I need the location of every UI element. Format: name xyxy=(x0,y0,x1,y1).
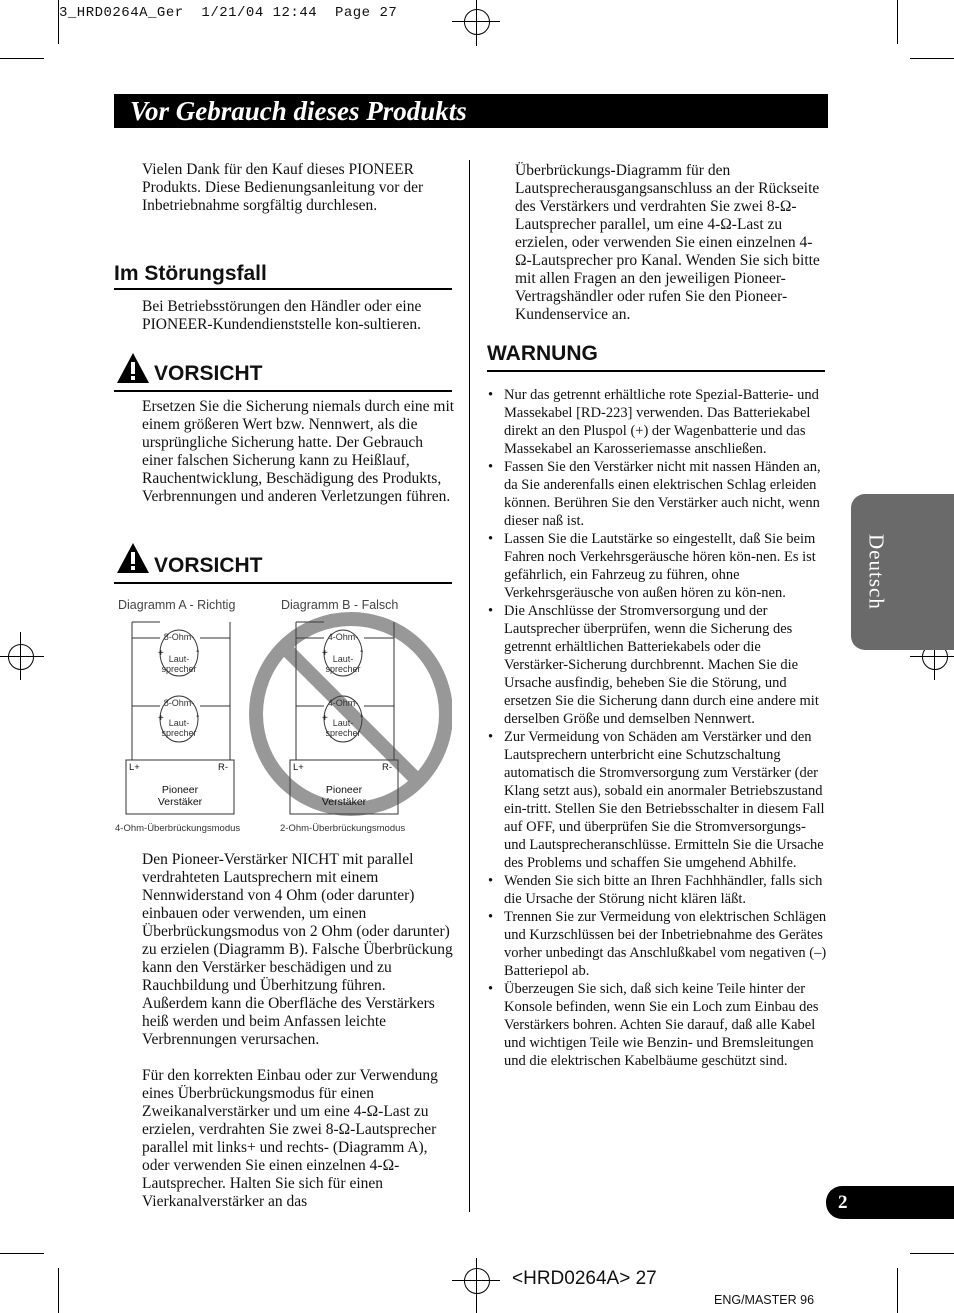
registration-mark xyxy=(464,9,490,35)
terminal-label: R- xyxy=(218,762,229,773)
terminal-label: R- xyxy=(382,762,393,773)
bridging-continuation-paragraph: Überbrückungs-Diagramm für den Lautsprecherausgangsanschluss an der Rückseite des Verstärkers und verdrahten Sie zwei 8-Ω-Lautsprecher parallel, um eine 4-Ω-Last zu erzielen, oder verwenden Sie einen einzelnen 4-Ω-Lautsprecher pro Kanal. Wenden Sie sich bitte mit allen Fragen an den jeweiligen Pioneer-Vertragshändler oder rufen Sie den Pioneer-Kundenservice an. xyxy=(515,162,820,323)
fault-paragraph: Bei Betriebsstörungen den Händler oder eine PIONEER-Kundendienststelle kon-sultieren. xyxy=(142,298,422,333)
minus-sign: - xyxy=(360,711,364,722)
plus-sign: + xyxy=(322,713,328,724)
list-item: • Überzeugen Sie sich, daß sich keine Teile hinter der Konsole befinden, wenn Sie ein Loch zum Einbau des Verstärkers bohren. Achten Sie darauf, daß alle Kabel und wichtigen Teile wie Benzin- und Bremsleitungen und die elektrischen Kabelbäume geschützt sind. xyxy=(486,980,828,1070)
print-slug: 3_HRD0264A_Ger 1/21/04 12:44 Page 27 xyxy=(59,5,398,21)
crop-mark xyxy=(910,58,954,59)
list-item: • Trennen Sie zur Vermeidung von elektrischen Schlägen und Kurzschlüssen bei der Inbetriebnahme des Gerätes vorher unbedingt das Anschlußkabel vom negativen (–) Batteriepol ab. xyxy=(486,908,828,980)
diagram-a-caption: 4-Ohm-Überbrückungsmodus xyxy=(115,823,241,834)
terminal-label: L+ xyxy=(293,762,304,773)
speaker-label: 8-Ohm- xyxy=(163,698,195,708)
minus-sign: - xyxy=(360,646,364,657)
caution2-paragraph-2: Für den korrekten Einbau oder zur Verwendung eines Überbrückungsmodus für einen Zweikanalverstärker und um eine 4-Ω-Last zu erzielen, verdrahten Sie zwei 8-Ω-Lautsprecher parallel mit links+ und rechts- (Diagramm A), oder verwenden Sie einen einzelnen 4-Ω-Lautsprecher. Halten Sie sich für einen Vierkanalverstärker an das xyxy=(142,1067,438,1210)
warning-list xyxy=(486,386,828,1070)
terminal-label: L+ xyxy=(129,762,140,773)
diagram-b-label: Diagramm B - Falsch xyxy=(281,598,399,612)
crop-mark xyxy=(897,0,898,44)
prohibited-icon xyxy=(256,619,446,809)
list-item: • Die Anschlüsse der Stromversorgung und der Lautsprecher überprüfen, wenn die Sicherung des getrennt erhältlichen Batteriekabels oder die Verstärker-Sicherung durchbrennt. Machen Sie die Ursache ausfindig, beheben Sie die Störung, und ersetzen Sie die Sicherung dann durch eine andere mit derselben Größe und demselben Nennwert. xyxy=(486,602,828,728)
speaker-label: Laut- sprecher xyxy=(325,654,361,674)
diagram-a-label: Diagramm A - Richtig xyxy=(118,598,236,612)
list-item: • Lassen Sie die Lautstärke so eingestellt, daß Sie beim Fahren noch Verkehrsgeräusche hören kön-nen. Es ist gefährlich, ein Fahrzeug zu führen, ohne Verkehrsgeräusche von außen hören zu kön-nen. xyxy=(486,530,828,602)
list-item: • Zur Vermeidung von Schäden am Verstärker und den Lautsprechern unterbricht eine Schutzschaltung automatisch die Stromversorgung zum Verstärker (der Klang setzt aus), sobald ein anormaler Betriebszustand ein-tritt. Stellen Sie den Betriebsschalter in diesem Fall auf OFF, und überprüfen Sie die Stromversorgungs- und Lautsprecheranschlüsse. Ermitteln Sie die Ursache des Problems und schaffen Sie umgehend Abhilfe. xyxy=(486,728,828,872)
speaker-label: 4-Ohm- xyxy=(327,698,359,708)
plus-sign: + xyxy=(158,648,164,659)
crop-mark xyxy=(0,58,44,59)
list-item: • Wenden Sie sich bitte an Ihren Fachhhändler, falls sich die Ursache der Störung nicht klären läßt. xyxy=(486,872,828,908)
caution1-heading-block xyxy=(114,350,452,392)
minus-sign: - xyxy=(196,646,200,657)
warning-triangle-icon xyxy=(116,542,150,574)
diagram-b-caption: 2-Ohm-Überbrückungsmodus xyxy=(280,823,406,834)
warning-triangle-icon xyxy=(116,352,150,384)
list-item: • Nur das getrennt erhältliche rote Spezial-Batterie- und Massekabel [RD-223] verwenden. Das Batteriekabel direkt an den Pluspol (+) der Wagenbatterie und das Massekabel an Karosseriemasse anschließen. xyxy=(486,386,828,458)
page-number: 2 xyxy=(826,1186,954,1219)
amplifier-label: Pioneer Verstäker xyxy=(157,784,203,808)
plus-sign: + xyxy=(158,713,164,724)
crop-mark xyxy=(58,1268,59,1313)
speaker-label: Laut- sprecher xyxy=(161,718,197,738)
bridging-diagram xyxy=(112,594,452,840)
speaker-label: Laut- sprecher xyxy=(161,654,197,674)
caution2-paragraph-1: Den Pioneer-Verstärker NICHT mit parallel verdrahteten Lautsprechern mit einem Nennwiderstand von 4 Ohm (oder darunter) einbauen oder verwenden, um einen Überbrückungsmodus von 2 Ohm (oder darunter) zu erzielen (Diagramm B). Falsche Überbrückung kann den Verstärker beschädigen und zu Rauchbildung und Überhitzung führen. Außerdem kann die Oberfläche des Verstärkers heiß werden und beim Anfassen leichte Verbrennungen verursachen. xyxy=(142,851,453,1048)
crop-mark xyxy=(910,1253,954,1254)
page-title: Vor Gebrauch dieses Produkts xyxy=(114,94,828,128)
minus-sign: - xyxy=(196,711,200,722)
footer-master: ENG/MASTER 96 xyxy=(714,1293,815,1307)
warning-heading: WARNUNG xyxy=(487,342,825,372)
amplifier-label: Pioneer Verstäker xyxy=(321,784,367,808)
registration-mark xyxy=(8,644,34,670)
registration-mark xyxy=(464,1268,490,1294)
caution1-paragraph: Ersetzen Sie die Sicherung niemals durch eine mit einem größeren Wert bzw. Nennwert, als die ursprüngliche Sicherung hatte. Der Gebrauch einer falschen Sicherung kann zu Heißlauf, Rauchentwicklung, Beschädigung des Produkts, Verbrennungen und anderen Verletzungen führen. xyxy=(142,398,455,505)
speaker-label: Laut- sprecher xyxy=(325,718,361,738)
speaker-label: 8-Ohm- xyxy=(163,632,195,642)
crop-mark xyxy=(58,0,59,44)
caution1-heading: VORSICHT xyxy=(154,362,263,385)
language-tab-label: Deutsch xyxy=(864,534,889,610)
fault-heading: Im Störungsfall xyxy=(114,262,452,290)
column-divider xyxy=(469,160,470,1212)
list-item: • Fassen Sie den Verstärker nicht mit nassen Händen an, da Sie anderenfalls einen elektrischen Schlag erleiden können. Berühren Sie den Verstärker auch nicht, wenn dieser naß ist. xyxy=(486,458,828,530)
crop-mark xyxy=(0,1253,44,1254)
footer-code: <HRD0264A> 27 xyxy=(512,1268,657,1289)
caution2-heading-block xyxy=(114,540,452,584)
plus-sign: + xyxy=(322,648,328,659)
caution2-heading: VORSICHT xyxy=(154,554,263,577)
crop-mark xyxy=(897,1268,898,1313)
intro-paragraph: Vielen Dank für den Kauf dieses PIONEER Produkts. Diese Bedienungsanleitung vor der Inbetriebnahme sorgfältig durchlesen. xyxy=(142,161,424,214)
speaker-label: 4-Ohm- xyxy=(327,632,359,642)
